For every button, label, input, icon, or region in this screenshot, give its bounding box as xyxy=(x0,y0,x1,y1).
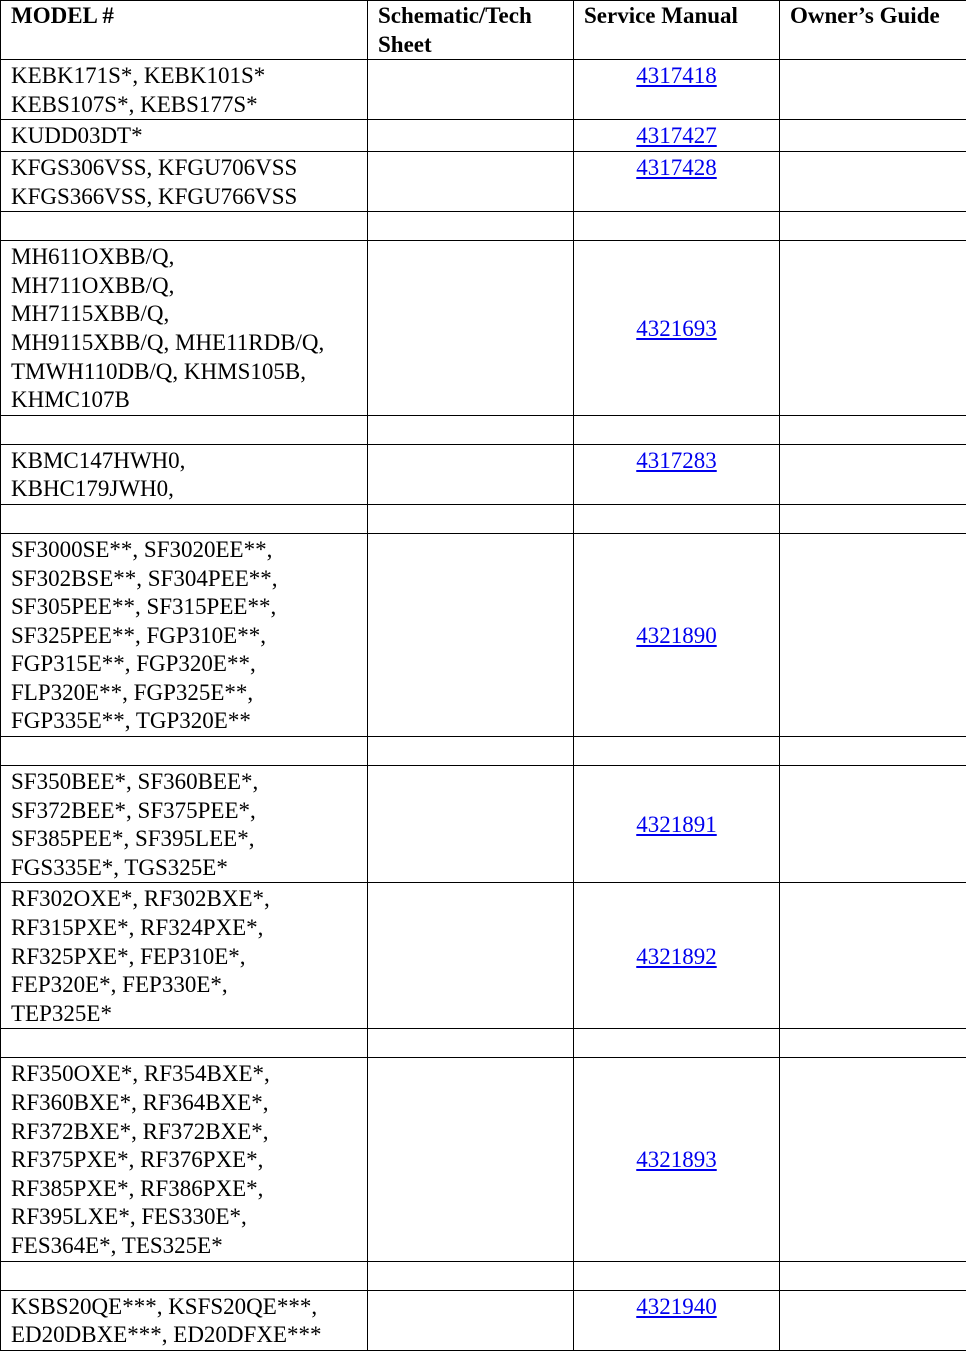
model-line: TEP325E* xyxy=(11,1000,357,1029)
model-cell xyxy=(1,151,368,211)
table-row xyxy=(1,1058,966,1261)
table-row xyxy=(1,444,966,504)
header-model: MODEL # xyxy=(1,1,368,60)
model-line: FES364E*, TES325E* xyxy=(11,1232,357,1261)
table-row xyxy=(1,120,966,152)
service-manual-link[interactable]: 4321890 xyxy=(636,623,717,648)
owners-guide-cell xyxy=(780,766,966,883)
model-line: RF360BXE*, RF364BXE*, xyxy=(11,1089,357,1118)
service-manual-cell xyxy=(574,1058,780,1261)
schematic-cell xyxy=(368,120,574,152)
service-manual-link[interactable]: 4321892 xyxy=(636,944,717,969)
model-line: TMWH110DB/Q, KHMS105B, xyxy=(11,358,357,387)
schematic-cell xyxy=(368,60,574,120)
model-line: KFGS306VSS, KFGU706VSS xyxy=(11,154,357,183)
model-line: FGP315E**, FGP320E**, xyxy=(11,650,357,679)
model-line: SF385PEE*, SF395LEE*, xyxy=(11,825,357,854)
model-line: MH7115XBB/Q, xyxy=(11,300,357,329)
owners-guide-cell xyxy=(780,241,966,416)
owners-guide-cell xyxy=(780,533,966,736)
service-manual-link[interactable]: 4317283 xyxy=(636,448,717,473)
model-line: RF372BXE*, RF372BXE*, xyxy=(11,1118,357,1147)
schematic-cell xyxy=(368,1290,574,1350)
service-manual-link[interactable]: 4317418 xyxy=(636,63,717,88)
model-line: SF3000SE**, SF3020EE**, xyxy=(11,536,357,565)
model-line: KBHC179JWH0, xyxy=(11,475,357,504)
service-manual-cell xyxy=(574,151,780,211)
model-line: FLP320E**, FGP325E**, xyxy=(11,679,357,708)
service-manual-cell xyxy=(574,533,780,736)
model-line: SF305PEE**, SF315PEE**, xyxy=(11,593,357,622)
service-manual-link[interactable]: 4321693 xyxy=(636,316,717,341)
table-row xyxy=(1,533,966,736)
model-cell xyxy=(1,1058,368,1261)
header-owners-guide: Owner’s Guide xyxy=(780,1,966,60)
header-service-manual: Service Manual xyxy=(574,1,780,60)
service-manual-link[interactable]: 4321940 xyxy=(636,1294,717,1319)
service-manual-cell xyxy=(574,1290,780,1350)
service-manual-link[interactable]: 4321893 xyxy=(636,1147,717,1172)
owners-guide-cell xyxy=(780,1058,966,1261)
owners-guide-cell xyxy=(780,120,966,152)
model-line: RF315PXE*, RF324PXE*, xyxy=(11,914,357,943)
model-cell xyxy=(1,883,368,1029)
table-row xyxy=(1,766,966,883)
model-line: RF325PXE*, FEP310E*, xyxy=(11,943,357,972)
model-cell xyxy=(1,60,368,120)
service-manual-cell xyxy=(574,444,780,504)
model-line: KFGS366VSS, KFGU766VSS xyxy=(11,183,357,212)
empty-row xyxy=(1,737,966,766)
model-cell xyxy=(1,241,368,416)
service-manual-link[interactable]: 4317427 xyxy=(636,123,717,148)
model-line: ED20DBXE***, ED20DFXE*** xyxy=(11,1321,357,1350)
model-line: FGS335E*, TGS325E* xyxy=(11,854,357,883)
model-line: RF302OXE*, RF302BXE*, xyxy=(11,885,357,914)
owners-guide-cell xyxy=(780,444,966,504)
owners-guide-cell xyxy=(780,60,966,120)
service-manual-cell xyxy=(574,60,780,120)
service-manual-link[interactable]: 4321891 xyxy=(636,812,717,837)
empty-row xyxy=(1,504,966,533)
owners-guide-cell xyxy=(780,1290,966,1350)
model-line: KSBS20QE***, KSFS20QE***, xyxy=(11,1293,357,1322)
schematic-cell xyxy=(368,883,574,1029)
model-line: KUDD03DT* xyxy=(11,122,357,151)
service-manual-cell xyxy=(574,883,780,1029)
empty-row xyxy=(1,1029,966,1058)
model-line: RF385PXE*, RF386PXE*, xyxy=(11,1175,357,1204)
model-line: MH611OXBB/Q, xyxy=(11,243,357,272)
owners-guide-cell xyxy=(780,883,966,1029)
model-cell xyxy=(1,1290,368,1350)
table-row xyxy=(1,151,966,211)
model-line: RF375PXE*, RF376PXE*, xyxy=(11,1146,357,1175)
schematic-cell xyxy=(368,151,574,211)
model-line: KBMC147HWH0, xyxy=(11,447,357,476)
model-line: MH711OXBB/Q, xyxy=(11,272,357,301)
model-line: SF325PEE**, FGP310E**, xyxy=(11,622,357,651)
model-line: SF372BEE*, SF375PEE*, xyxy=(11,797,357,826)
model-line: FEP320E*, FEP330E*, xyxy=(11,971,357,1000)
service-manual-link[interactable]: 4317428 xyxy=(636,155,717,180)
schematic-cell xyxy=(368,241,574,416)
model-line: RF395LXE*, FES330E*, xyxy=(11,1203,357,1232)
header-row xyxy=(1,1,966,60)
schematic-cell xyxy=(368,766,574,883)
model-line: KEBK171S*, KEBK101S* xyxy=(11,62,357,91)
table-row xyxy=(1,883,966,1029)
schematic-cell xyxy=(368,444,574,504)
model-cell xyxy=(1,444,368,504)
table-row xyxy=(1,241,966,416)
table-row xyxy=(1,60,966,120)
header-schematic: Schematic/Tech Sheet xyxy=(368,1,574,60)
schematic-cell xyxy=(368,533,574,736)
owners-guide-cell xyxy=(780,151,966,211)
model-line: RF350OXE*, RF354BXE*, xyxy=(11,1060,357,1089)
model-cell xyxy=(1,120,368,152)
model-line: KEBS107S*, KEBS177S* xyxy=(11,91,357,120)
empty-row xyxy=(1,415,966,444)
empty-row xyxy=(1,1261,966,1290)
model-cell xyxy=(1,766,368,883)
table-row xyxy=(1,1290,966,1350)
schematic-cell xyxy=(368,1058,574,1261)
service-manual-cell xyxy=(574,766,780,883)
model-line: MH9115XBB/Q, MHE11RDB/Q, xyxy=(11,329,357,358)
model-line: SF350BEE*, SF360BEE*, xyxy=(11,768,357,797)
service-manual-cell xyxy=(574,120,780,152)
model-line: SF302BSE**, SF304PEE**, xyxy=(11,565,357,594)
service-manual-cell xyxy=(574,241,780,416)
model-line: KHMC107B xyxy=(11,386,357,415)
empty-row xyxy=(1,212,966,241)
model-cell xyxy=(1,533,368,736)
model-line: FGP335E**, TGP320E** xyxy=(11,707,357,736)
